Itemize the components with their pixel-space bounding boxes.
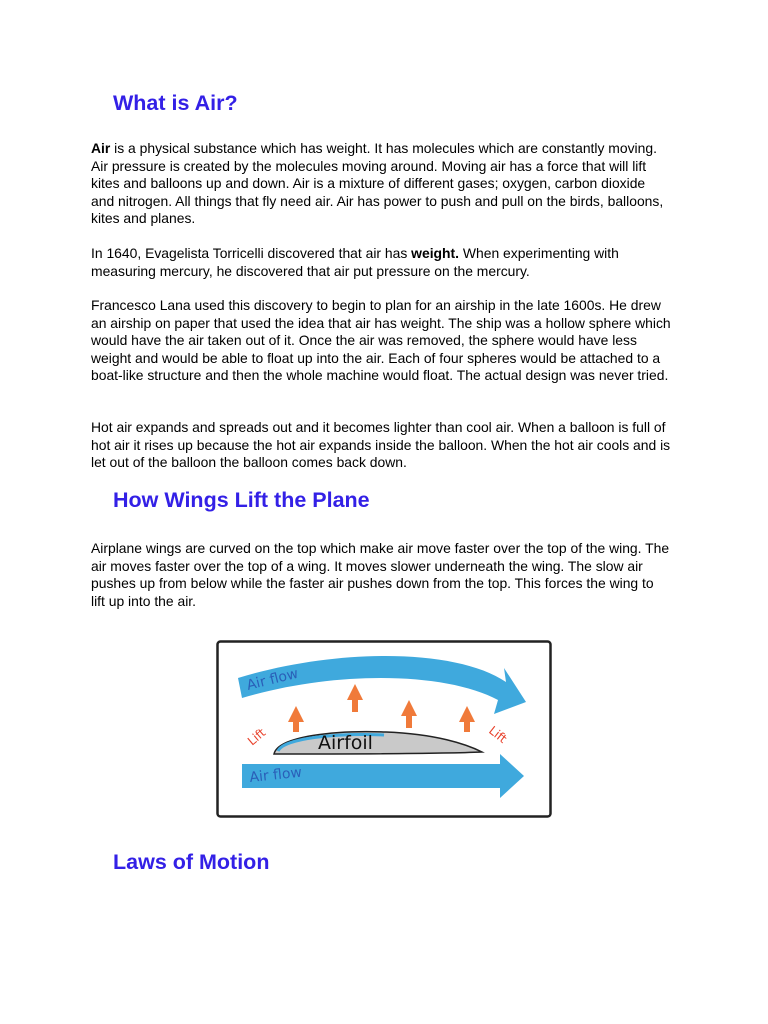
paragraph-lana-airship: Francesco Lana used this discovery to begin to plan for an airship in the late 1600s. He drew an airship on paper that used the idea that air has weight. The ship was a hollow sphere which would have the air taken out of it. Once the air was removed, the sphere would have less weight and would be able to float up into the air. Each of four spheres would be attached to a boat-like structure and then the whole machine would float. The actual design was never tried. <box>91 297 671 383</box>
paragraph-wings: Airplane wings are curved on the top which make air move faster over the top of the wing. The air moves faster over the top of a wing. It moves slower underneath the wing. The slow air pushes up from below while the faster air pushes down from the top. This forces the wing to lift up into the air. <box>91 540 670 609</box>
airfoil-diagram <box>216 640 552 818</box>
heading-laws-of-motion: Laws of Motion <box>113 850 270 874</box>
top-airflow-label: Air flow <box>245 665 300 694</box>
paragraph-torricelli-start: In 1640, Evagelista Torricelli discovered that air has <box>91 245 412 261</box>
paragraph-air-definition-text: is a physical substance which has weight. It has molecules which are constantly moving. Air pressure is created by the molecules moving around. Moving air has a force that will lift kites and balloons up and down. Air is a mixture of different gases; oxygen, carbon dioxide and nitrogen. All things that fly need air. Air has power to push and pull on the birds, balloons, kites and planes. <box>91 140 664 226</box>
lift-label-right: Lift <box>486 723 510 746</box>
lift-label-left: Lift <box>244 725 269 749</box>
bottom-airflow-label: Air flow <box>248 764 303 786</box>
paragraph-air-definition <box>91 140 671 228</box>
heading-how-wings-lift: How Wings Lift the Plane <box>113 488 370 512</box>
paragraph-torricelli-end: When experimenting with measuring mercury, he discovered that air put pressure on the mercury. <box>91 245 619 279</box>
heading-what-is-air: What is Air? <box>113 91 238 115</box>
paragraph-torricelli <box>91 245 671 280</box>
airfoil-label: Airfoil <box>318 732 373 754</box>
bold-weight: weight. <box>411 245 460 261</box>
bold-air: Air <box>91 140 111 156</box>
paragraph-hot-air: Hot air expands and spreads out and it becomes lighter than cool air. When a balloon is full of hot air it rises up because the hot air expands inside the balloon. When the hot air cools and is let out of the balloon the balloon comes back down. <box>91 419 671 470</box>
